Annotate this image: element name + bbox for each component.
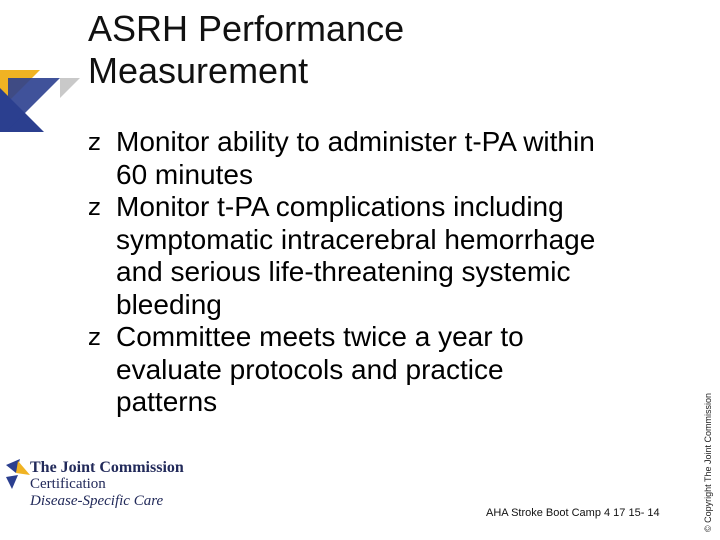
title-line-2: Measurement: [88, 50, 309, 91]
bullet-3-line-1: Committee meets twice a year to: [116, 321, 524, 352]
bullet-2-line-4: bleeding: [116, 288, 222, 320]
bullet-item-3: [88, 321, 688, 419]
slide-footer: AHA Stroke Boot Camp 4 17 15- 14: [486, 507, 660, 519]
bullet-2-line-2: symptomatic intracerebral hemorrhage: [116, 223, 596, 255]
title-line-1: ASRH Performance: [88, 8, 405, 49]
decorative-diamonds-icon: [0, 60, 100, 140]
bullet-item-2: [88, 191, 688, 321]
slide-title: [88, 8, 648, 92]
logo-line-2: Certification: [30, 476, 106, 492]
bullet-list: [88, 126, 688, 419]
copyright-notice: © Copyright The Joint Commission: [703, 392, 713, 532]
bullet-1-line-1: Monitor ability to administer t-PA within: [116, 126, 595, 157]
logo-line-1: The Joint Commission: [30, 459, 184, 476]
joint-commission-mark-icon: [4, 457, 32, 509]
bullet-2-line-3: and serious life-threatening systemic: [116, 256, 571, 287]
bullet-icon: z: [88, 128, 101, 156]
bullet-1-line-2: 60 minutes: [116, 158, 253, 190]
bullet-3-line-2: evaluate protocols and practice: [116, 353, 504, 385]
logo-line-3: Disease-Specific Care: [30, 493, 164, 509]
bullet-item-1: [88, 126, 688, 191]
bullet-2-line-1: Monitor t-PA complications including: [116, 191, 564, 222]
bullet-3-line-3: patterns: [116, 386, 218, 417]
joint-commission-logo: [0, 455, 200, 540]
bullet-icon: z: [88, 193, 101, 221]
bullet-icon: z: [88, 323, 101, 351]
